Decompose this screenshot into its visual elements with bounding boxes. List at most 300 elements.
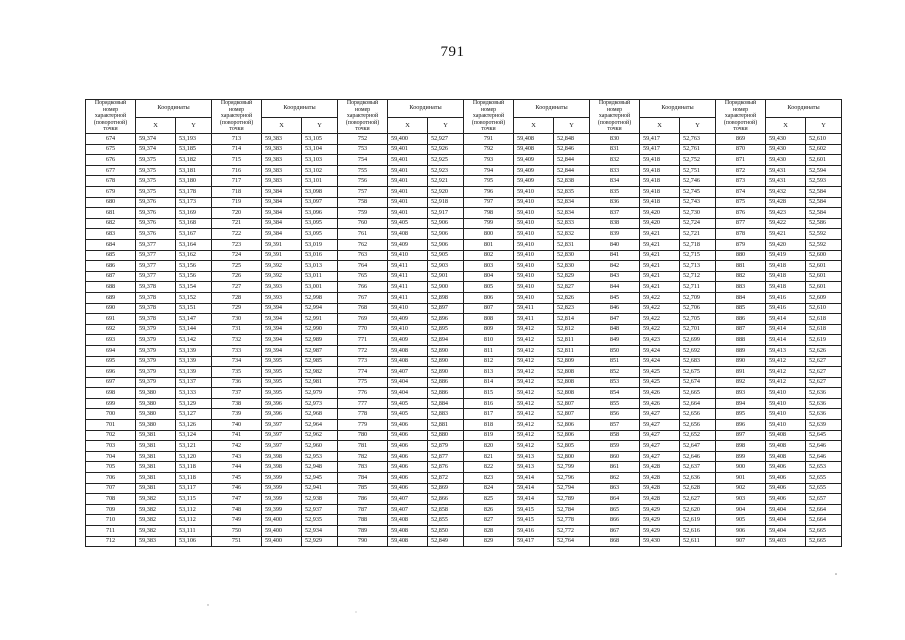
point-number-cell: 888 — [716, 335, 766, 346]
x-coordinate-cell: 59,412 — [514, 420, 554, 431]
x-coordinate-cell: 59,393 — [262, 282, 302, 293]
y-coordinate-cell: 52,652 — [680, 430, 716, 441]
x-coordinate-cell: 59,399 — [262, 504, 302, 515]
x-coordinate-cell: 59,400 — [262, 536, 302, 547]
y-coordinate-cell: 53,139 — [176, 367, 212, 378]
y-coordinate-cell: 52,592 — [806, 229, 842, 240]
table-row — [86, 165, 842, 176]
x-coordinate-cell: 59,412 — [766, 356, 806, 367]
y-coordinate-cell: 52,600 — [806, 250, 842, 261]
x-coordinate-cell: 59,409 — [388, 314, 428, 325]
y-coordinate-cell: 53,173 — [176, 197, 212, 208]
y-coordinate-cell: 53,162 — [176, 250, 212, 261]
x-coordinate-cell: 59,405 — [388, 409, 428, 420]
y-coordinate-cell: 52,636 — [806, 409, 842, 420]
y-coordinate-cell: 52,879 — [428, 441, 464, 452]
point-number-cell: 768 — [338, 303, 388, 314]
x-coordinate-cell: 59,408 — [388, 229, 428, 240]
point-number-cell: 787 — [338, 504, 388, 515]
y-coordinate-cell: 52,945 — [302, 473, 338, 484]
x-coordinate-cell: 59,410 — [514, 208, 554, 219]
point-number-cell: 815 — [464, 388, 514, 399]
header-coordinates: Координаты — [640, 100, 716, 118]
point-number-cell: 767 — [338, 292, 388, 303]
point-number-cell: 710 — [86, 515, 136, 526]
x-coordinate-cell: 59,417 — [514, 536, 554, 547]
point-number-cell: 907 — [716, 536, 766, 547]
point-number-cell: 677 — [86, 165, 136, 176]
x-coordinate-cell: 59,414 — [514, 483, 554, 494]
table-row — [86, 229, 842, 240]
x-coordinate-cell: 59,394 — [262, 324, 302, 335]
x-coordinate-cell: 59,415 — [514, 504, 554, 515]
point-number-cell: 901 — [716, 473, 766, 484]
point-number-cell: 906 — [716, 526, 766, 537]
y-coordinate-cell: 52,838 — [554, 176, 590, 187]
y-coordinate-cell: 52,848 — [554, 134, 590, 145]
point-number-cell: 860 — [590, 451, 640, 462]
y-coordinate-cell: 52,979 — [302, 388, 338, 399]
point-number-cell: 691 — [86, 314, 136, 325]
point-number-cell: 779 — [338, 420, 388, 431]
x-coordinate-cell: 59,394 — [262, 345, 302, 356]
y-coordinate-cell: 52,705 — [680, 314, 716, 325]
x-coordinate-cell: 59,378 — [136, 282, 176, 293]
point-number-cell: 823 — [464, 473, 514, 484]
point-number-cell: 765 — [338, 271, 388, 282]
header-point-number: Порядковый номер характерной (поворотной) точки — [338, 100, 388, 134]
point-number-cell: 726 — [212, 271, 262, 282]
x-coordinate-cell: 59,406 — [388, 451, 428, 462]
x-coordinate-cell: 59,380 — [136, 398, 176, 409]
x-coordinate-cell: 59,410 — [514, 271, 554, 282]
y-coordinate-cell: 52,675 — [680, 367, 716, 378]
y-coordinate-cell: 52,858 — [428, 504, 464, 515]
x-coordinate-cell: 59,413 — [766, 345, 806, 356]
table-row — [86, 197, 842, 208]
point-number-cell: 861 — [590, 462, 640, 473]
point-number-cell: 793 — [464, 155, 514, 166]
x-coordinate-cell: 59,414 — [514, 473, 554, 484]
x-coordinate-cell: 59,421 — [640, 229, 680, 240]
x-coordinate-cell: 59,384 — [262, 197, 302, 208]
x-coordinate-cell: 59,395 — [262, 377, 302, 388]
x-coordinate-cell: 59,383 — [262, 134, 302, 145]
x-coordinate-cell: 59,419 — [766, 250, 806, 261]
y-coordinate-cell: 52,637 — [680, 462, 716, 473]
point-number-cell: 732 — [212, 335, 262, 346]
y-coordinate-cell: 53,156 — [176, 261, 212, 272]
y-coordinate-cell: 52,627 — [680, 494, 716, 505]
x-coordinate-cell: 59,429 — [640, 515, 680, 526]
x-coordinate-cell: 59,378 — [136, 292, 176, 303]
y-coordinate-cell: 53,120 — [176, 451, 212, 462]
point-number-cell: 797 — [464, 197, 514, 208]
y-coordinate-cell: 53,129 — [176, 398, 212, 409]
point-number-cell: 692 — [86, 324, 136, 335]
y-coordinate-cell: 52,866 — [428, 494, 464, 505]
x-coordinate-cell: 59,422 — [640, 303, 680, 314]
y-coordinate-cell: 52,601 — [806, 155, 842, 166]
x-coordinate-cell: 59,383 — [262, 176, 302, 187]
x-coordinate-cell: 59,401 — [388, 176, 428, 187]
y-coordinate-cell: 52,657 — [806, 494, 842, 505]
y-coordinate-cell: 52,834 — [554, 197, 590, 208]
y-coordinate-cell: 52,674 — [680, 377, 716, 388]
point-number-cell: 811 — [464, 345, 514, 356]
point-number-cell: 678 — [86, 176, 136, 187]
point-number-cell: 719 — [212, 197, 262, 208]
point-number-cell: 869 — [716, 134, 766, 145]
point-number-cell: 852 — [590, 367, 640, 378]
header-row-1 — [86, 100, 842, 118]
y-coordinate-cell: 52,927 — [428, 134, 464, 145]
y-coordinate-cell: 52,938 — [302, 494, 338, 505]
point-number-cell: 759 — [338, 208, 388, 219]
x-coordinate-cell: 59,412 — [514, 377, 554, 388]
header-coordinates: Координаты — [766, 100, 842, 118]
x-coordinate-cell: 59,406 — [766, 473, 806, 484]
point-number-cell: 814 — [464, 377, 514, 388]
point-number-cell: 818 — [464, 420, 514, 431]
point-number-cell: 728 — [212, 292, 262, 303]
x-coordinate-cell: 59,382 — [136, 494, 176, 505]
point-number-cell: 789 — [338, 526, 388, 537]
x-coordinate-cell: 59,427 — [640, 441, 680, 452]
y-coordinate-cell: 53,139 — [176, 356, 212, 367]
table-row — [86, 409, 842, 420]
y-coordinate-cell: 52,692 — [680, 345, 716, 356]
point-number-cell: 838 — [590, 218, 640, 229]
x-coordinate-cell: 59,412 — [514, 441, 554, 452]
x-coordinate-cell: 59,410 — [514, 218, 554, 229]
x-coordinate-cell: 59,398 — [262, 451, 302, 462]
x-coordinate-cell: 59,421 — [640, 282, 680, 293]
point-number-cell: 794 — [464, 165, 514, 176]
header-y: Y — [428, 118, 464, 134]
x-coordinate-cell: 59,378 — [136, 303, 176, 314]
x-coordinate-cell: 59,422 — [640, 292, 680, 303]
table-row — [86, 504, 842, 515]
x-coordinate-cell: 59,409 — [388, 239, 428, 250]
table-row — [86, 526, 842, 537]
point-number-cell: 713 — [212, 134, 262, 145]
x-coordinate-cell: 59,406 — [388, 473, 428, 484]
y-coordinate-cell: 52,586 — [806, 218, 842, 229]
y-coordinate-cell: 52,900 — [428, 282, 464, 293]
point-number-cell: 757 — [338, 187, 388, 198]
x-coordinate-cell: 59,418 — [640, 155, 680, 166]
x-coordinate-cell: 59,413 — [514, 462, 554, 473]
x-coordinate-cell: 59,410 — [766, 398, 806, 409]
point-number-cell: 727 — [212, 282, 262, 293]
x-coordinate-cell: 59,429 — [640, 504, 680, 515]
x-coordinate-cell: 59,414 — [514, 494, 554, 505]
y-coordinate-cell: 52,982 — [302, 367, 338, 378]
y-coordinate-cell: 52,960 — [302, 441, 338, 452]
point-number-cell: 881 — [716, 261, 766, 272]
x-coordinate-cell: 59,406 — [388, 462, 428, 473]
point-number-cell: 685 — [86, 250, 136, 261]
x-coordinate-cell: 59,400 — [262, 515, 302, 526]
y-coordinate-cell: 52,948 — [302, 462, 338, 473]
y-coordinate-cell: 53,152 — [176, 292, 212, 303]
point-number-cell: 829 — [464, 536, 514, 547]
x-coordinate-cell: 59,379 — [136, 324, 176, 335]
y-coordinate-cell: 52,752 — [680, 155, 716, 166]
point-number-cell: 842 — [590, 261, 640, 272]
point-number-cell: 895 — [716, 409, 766, 420]
y-coordinate-cell: 52,906 — [428, 239, 464, 250]
point-number-cell: 745 — [212, 473, 262, 484]
point-number-cell: 688 — [86, 282, 136, 293]
x-coordinate-cell: 59,408 — [766, 451, 806, 462]
x-coordinate-cell: 59,374 — [136, 144, 176, 155]
y-coordinate-cell: 52,918 — [428, 197, 464, 208]
y-coordinate-cell: 53,154 — [176, 282, 212, 293]
y-coordinate-cell: 52,811 — [554, 345, 590, 356]
x-coordinate-cell: 59,411 — [388, 292, 428, 303]
y-coordinate-cell: 53,180 — [176, 176, 212, 187]
y-coordinate-cell: 52,709 — [680, 292, 716, 303]
table-row — [86, 420, 842, 431]
x-coordinate-cell: 59,383 — [262, 165, 302, 176]
point-number-cell: 744 — [212, 462, 262, 473]
y-coordinate-cell: 52,665 — [680, 388, 716, 399]
y-coordinate-cell: 52,715 — [680, 250, 716, 261]
point-number-cell: 872 — [716, 165, 766, 176]
table-row — [86, 314, 842, 325]
y-coordinate-cell: 52,953 — [302, 451, 338, 462]
point-number-cell: 877 — [716, 218, 766, 229]
y-coordinate-cell: 52,639 — [806, 420, 842, 431]
table-body — [86, 134, 842, 547]
y-coordinate-cell: 53,111 — [176, 526, 212, 537]
point-number-cell: 746 — [212, 483, 262, 494]
y-coordinate-cell: 53,016 — [302, 250, 338, 261]
y-coordinate-cell: 52,711 — [680, 282, 716, 293]
point-number-cell: 836 — [590, 197, 640, 208]
point-number-cell: 766 — [338, 282, 388, 293]
point-number-cell: 801 — [464, 239, 514, 250]
point-number-cell: 712 — [86, 536, 136, 547]
x-coordinate-cell: 59,412 — [514, 335, 554, 346]
y-coordinate-cell: 53,101 — [302, 176, 338, 187]
point-number-cell: 689 — [86, 292, 136, 303]
y-coordinate-cell: 53,013 — [302, 261, 338, 272]
point-number-cell: 891 — [716, 367, 766, 378]
y-coordinate-cell: 52,745 — [680, 187, 716, 198]
y-coordinate-cell: 52,646 — [680, 451, 716, 462]
point-number-cell: 697 — [86, 377, 136, 388]
y-coordinate-cell: 52,794 — [554, 483, 590, 494]
x-coordinate-cell: 59,381 — [136, 451, 176, 462]
x-coordinate-cell: 59,427 — [640, 420, 680, 431]
y-coordinate-cell: 53,121 — [176, 441, 212, 452]
x-coordinate-cell: 59,400 — [262, 526, 302, 537]
x-coordinate-cell: 59,383 — [262, 155, 302, 166]
y-coordinate-cell: 52,895 — [428, 324, 464, 335]
point-number-cell: 810 — [464, 335, 514, 346]
y-coordinate-cell: 52,730 — [680, 208, 716, 219]
point-number-cell: 900 — [716, 462, 766, 473]
header-y: Y — [302, 118, 338, 134]
y-coordinate-cell: 52,881 — [428, 420, 464, 431]
x-coordinate-cell: 59,379 — [136, 356, 176, 367]
y-coordinate-cell: 52,627 — [806, 377, 842, 388]
point-number-cell: 806 — [464, 292, 514, 303]
table-row — [86, 462, 842, 473]
point-number-cell: 717 — [212, 176, 262, 187]
x-coordinate-cell: 59,392 — [262, 261, 302, 272]
point-number-cell: 886 — [716, 314, 766, 325]
y-coordinate-cell: 52,809 — [554, 356, 590, 367]
x-coordinate-cell: 59,429 — [640, 526, 680, 537]
y-coordinate-cell: 52,592 — [806, 239, 842, 250]
point-number-cell: 718 — [212, 187, 262, 198]
point-number-cell: 822 — [464, 462, 514, 473]
y-coordinate-cell: 52,935 — [302, 515, 338, 526]
x-coordinate-cell: 59,401 — [388, 187, 428, 198]
point-number-cell: 711 — [86, 526, 136, 537]
point-number-cell: 683 — [86, 229, 136, 240]
y-coordinate-cell: 52,808 — [554, 388, 590, 399]
x-coordinate-cell: 59,401 — [388, 208, 428, 219]
y-coordinate-cell: 52,611 — [680, 536, 716, 547]
point-number-cell: 716 — [212, 165, 262, 176]
x-coordinate-cell: 59,407 — [388, 367, 428, 378]
y-coordinate-cell: 53,095 — [302, 218, 338, 229]
x-coordinate-cell: 59,430 — [766, 155, 806, 166]
y-coordinate-cell: 52,796 — [554, 473, 590, 484]
point-number-cell: 874 — [716, 187, 766, 198]
y-coordinate-cell: 53,112 — [176, 515, 212, 526]
point-number-cell: 862 — [590, 473, 640, 484]
point-number-cell: 699 — [86, 398, 136, 409]
x-coordinate-cell: 59,409 — [514, 165, 554, 176]
x-coordinate-cell: 59,422 — [766, 218, 806, 229]
header-x: X — [514, 118, 554, 134]
x-coordinate-cell: 59,381 — [136, 462, 176, 473]
y-coordinate-cell: 52,929 — [302, 536, 338, 547]
point-number-cell: 738 — [212, 398, 262, 409]
point-number-cell: 893 — [716, 388, 766, 399]
y-coordinate-cell: 52,869 — [428, 483, 464, 494]
x-coordinate-cell: 59,401 — [388, 197, 428, 208]
x-coordinate-cell: 59,428 — [766, 197, 806, 208]
header-y: Y — [176, 118, 212, 134]
y-coordinate-cell: 52,855 — [428, 515, 464, 526]
x-coordinate-cell: 59,396 — [262, 409, 302, 420]
y-coordinate-cell: 52,811 — [554, 335, 590, 346]
x-coordinate-cell: 59,424 — [640, 356, 680, 367]
point-number-cell: 827 — [464, 515, 514, 526]
y-coordinate-cell: 53,115 — [176, 494, 212, 505]
x-coordinate-cell: 59,413 — [514, 451, 554, 462]
x-coordinate-cell: 59,405 — [388, 398, 428, 409]
point-number-cell: 884 — [716, 292, 766, 303]
y-coordinate-cell: 52,712 — [680, 271, 716, 282]
y-coordinate-cell: 52,626 — [806, 345, 842, 356]
point-number-cell: 782 — [338, 451, 388, 462]
x-coordinate-cell: 59,406 — [388, 441, 428, 452]
y-coordinate-cell: 52,998 — [302, 292, 338, 303]
y-coordinate-cell: 53,144 — [176, 324, 212, 335]
y-coordinate-cell: 52,981 — [302, 377, 338, 388]
point-number-cell: 819 — [464, 430, 514, 441]
point-number-cell: 701 — [86, 420, 136, 431]
y-coordinate-cell: 52,764 — [554, 536, 590, 547]
header-y: Y — [680, 118, 716, 134]
y-coordinate-cell: 52,806 — [554, 420, 590, 431]
point-number-cell: 804 — [464, 271, 514, 282]
x-coordinate-cell: 59,424 — [640, 345, 680, 356]
point-number-cell: 894 — [716, 398, 766, 409]
header-x: X — [262, 118, 302, 134]
y-coordinate-cell: 52,921 — [428, 176, 464, 187]
point-number-cell: 896 — [716, 420, 766, 431]
y-coordinate-cell: 52,647 — [680, 441, 716, 452]
point-number-cell: 690 — [86, 303, 136, 314]
y-coordinate-cell: 52,772 — [554, 526, 590, 537]
x-coordinate-cell: 59,417 — [640, 144, 680, 155]
point-number-cell: 760 — [338, 218, 388, 229]
x-coordinate-cell: 59,379 — [136, 367, 176, 378]
x-coordinate-cell: 59,410 — [514, 250, 554, 261]
point-number-cell: 831 — [590, 144, 640, 155]
point-number-cell: 708 — [86, 494, 136, 505]
y-coordinate-cell: 52,832 — [554, 229, 590, 240]
x-coordinate-cell: 59,427 — [640, 430, 680, 441]
y-coordinate-cell: 52,920 — [428, 187, 464, 198]
table-row — [86, 208, 842, 219]
y-coordinate-cell: 52,964 — [302, 420, 338, 431]
point-number-cell: 763 — [338, 250, 388, 261]
x-coordinate-cell: 59,421 — [640, 261, 680, 272]
point-number-cell: 772 — [338, 345, 388, 356]
x-coordinate-cell: 59,417 — [640, 134, 680, 145]
y-coordinate-cell: 52,751 — [680, 165, 716, 176]
coordinates-table — [85, 99, 842, 547]
y-coordinate-cell: 52,619 — [680, 515, 716, 526]
point-number-cell: 800 — [464, 229, 514, 240]
y-coordinate-cell: 53,181 — [176, 165, 212, 176]
x-coordinate-cell: 59,392 — [262, 271, 302, 282]
x-coordinate-cell: 59,375 — [136, 155, 176, 166]
y-coordinate-cell: 53,105 — [302, 134, 338, 145]
x-coordinate-cell: 59,398 — [262, 462, 302, 473]
point-number-cell: 825 — [464, 494, 514, 505]
point-number-cell: 875 — [716, 197, 766, 208]
y-coordinate-cell: 52,897 — [428, 303, 464, 314]
y-coordinate-cell: 52,890 — [428, 367, 464, 378]
y-coordinate-cell: 52,937 — [302, 504, 338, 515]
point-number-cell: 780 — [338, 430, 388, 441]
point-number-cell: 873 — [716, 176, 766, 187]
x-coordinate-cell: 59,418 — [640, 197, 680, 208]
x-coordinate-cell: 59,374 — [136, 134, 176, 145]
y-coordinate-cell: 52,894 — [428, 335, 464, 346]
x-coordinate-cell: 59,394 — [262, 335, 302, 346]
y-coordinate-cell: 52,616 — [680, 526, 716, 537]
y-coordinate-cell: 52,994 — [302, 303, 338, 314]
x-coordinate-cell: 59,425 — [640, 367, 680, 378]
y-coordinate-cell: 52,655 — [806, 473, 842, 484]
table-row — [86, 155, 842, 166]
y-coordinate-cell: 52,829 — [554, 271, 590, 282]
x-coordinate-cell: 59,408 — [766, 441, 806, 452]
x-coordinate-cell: 59,412 — [514, 324, 554, 335]
